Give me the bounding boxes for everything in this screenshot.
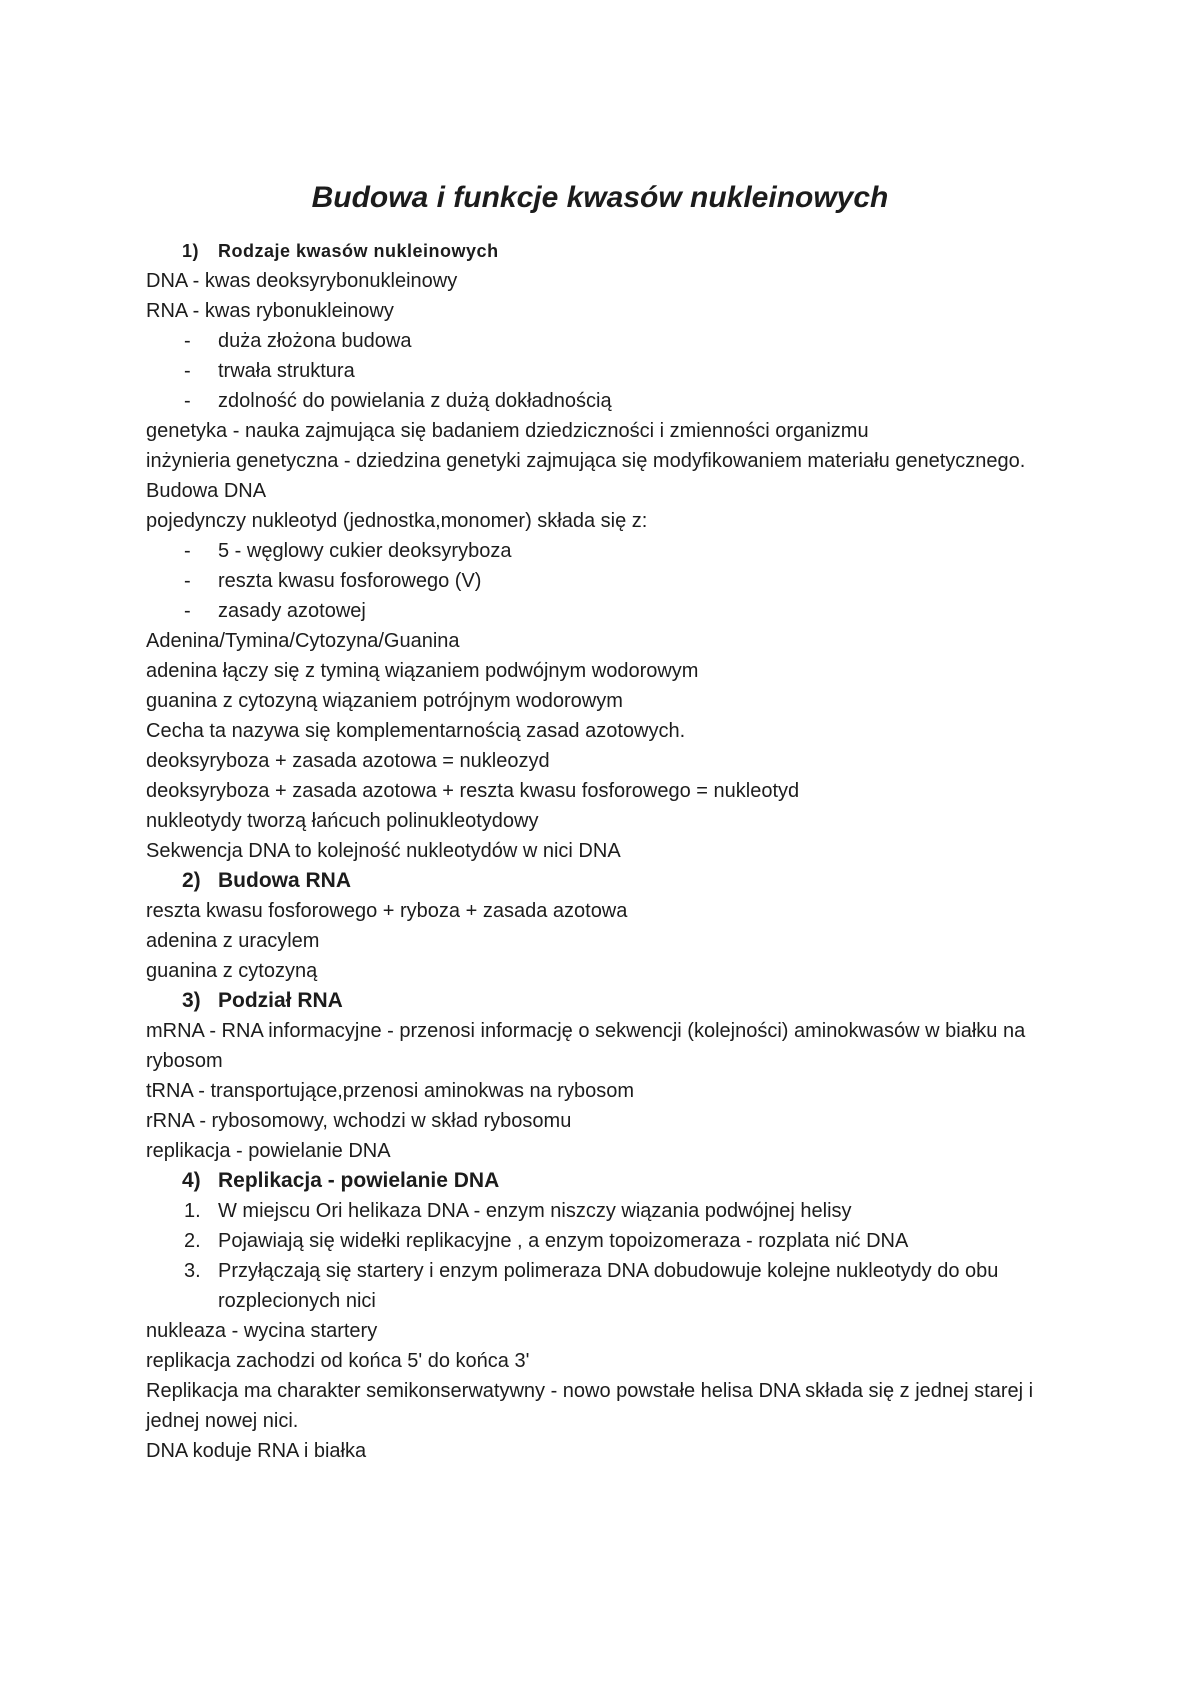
ordered-text: Pojawiają się widełki replikacyjne , a enzym topoizomeraza - rozplata nić DNA (218, 1230, 909, 1252)
bullet-text: zdolność do powielania z dużą dokładnością (218, 390, 612, 412)
bullet-text: trwała struktura (218, 360, 355, 382)
text-line: replikacja zachodzi od końca 5' do końca 3' (146, 1350, 530, 1372)
bullet-item (146, 356, 1066, 386)
ordered-item (146, 1196, 1066, 1226)
text-line: DNA - kwas deoksyrybonukleinowy (146, 270, 458, 292)
bullet-item (146, 596, 1066, 626)
text-line: deoksyryboza + zasada azotowa = nukleozyd (146, 750, 550, 772)
text-line: pojedynczy nukleotyd (jednostka,monomer) składa się z: (146, 510, 648, 532)
section-number: 2) (182, 869, 201, 892)
bullet-item (146, 536, 1066, 566)
section-heading-2 (146, 866, 1066, 896)
section-number: 3) (182, 989, 201, 1012)
section-heading-1 (146, 236, 1066, 266)
section-heading-3 (146, 986, 1066, 1016)
ordered-text: Przyłączają się startery i enzym polimeraza DNA dobudowuje kolejne nukleotydy do obu rozplecionych nici (218, 1260, 999, 1312)
bullet-dash: - (184, 390, 191, 412)
text-line: reszta kwasu fosforowego + ryboza + zasada azotowa (146, 900, 628, 922)
text-line: Budowa DNA (146, 480, 267, 502)
bullet-dash: - (184, 540, 191, 562)
bullet-text: 5 - węglowy cukier deoksyryboza (218, 540, 512, 562)
text-line: nukleotydy tworzą łańcuch polinukleotydowy (146, 810, 539, 832)
section-heading-4 (146, 1166, 1066, 1196)
text-line: nukleaza - wycina startery (146, 1320, 378, 1342)
text-line: rRNA - rybosomowy, wchodzi w skład rybosomu (146, 1110, 572, 1132)
text-line: guanina z cytozyną (146, 960, 318, 982)
text-line: tRNA - transportujące,przenosi aminokwas na rybosom (146, 1080, 634, 1102)
text-line: Cecha ta nazywa się komplementarnością zasad azotowych. (146, 720, 686, 742)
bullet-dash: - (184, 330, 191, 352)
section-heading-text: Budowa RNA (218, 869, 351, 892)
text-line: genetyka - nauka zajmująca się badaniem dziedziczności i zmienności organizmu (146, 420, 869, 442)
document-title: Budowa i funkcje kwasów nukleinowych (311, 181, 889, 214)
text-line: inżynieria genetyczna - dziedzina genetyki zajmująca się modyfikowaniem materiału genetycznego. (146, 450, 1026, 472)
ordered-text: W miejscu Ori helikaza DNA - enzym niszczy wiązania podwójnej helisy (218, 1200, 852, 1222)
section-heading-text: Podział RNA (218, 989, 343, 1012)
bullet-dash: - (184, 600, 191, 622)
bullet-text: zasady azotowej (218, 600, 366, 622)
bullet-dash: - (184, 360, 191, 382)
text-line: adenina z uracylem (146, 930, 320, 952)
section-number: 4) (182, 1169, 201, 1192)
text-line: deoksyryboza + zasada azotowa + reszta kwasu fosforowego = nukleotyd (146, 780, 800, 802)
ordered-number: 3. (184, 1260, 201, 1282)
text-line: RNA - kwas rybonukleinowy (146, 300, 394, 322)
bullet-item (146, 326, 1066, 356)
bullet-text: reszta kwasu fosforowego (V) (218, 570, 482, 592)
section-number: 1) (182, 241, 200, 261)
bullet-text: duża złożona budowa (218, 330, 412, 352)
text-line: adenina łączy się z tyminą wiązaniem podwójnym wodorowym (146, 660, 699, 682)
text-line: Adenina/Tymina/Cytozyna/Guanina (146, 630, 460, 652)
bullet-item (146, 386, 1066, 416)
text-line: DNA koduje RNA i białka (146, 1440, 367, 1462)
ordered-number: 1. (184, 1200, 201, 1222)
text-line: Sekwencja DNA to kolejność nukleotydów w nici DNA (146, 840, 621, 862)
text-line: guanina z cytozyną wiązaniem potrójnym wodorowym (146, 690, 623, 712)
bullet-item (146, 566, 1066, 596)
ordered-item (146, 1226, 1066, 1256)
text-line: Replikacja ma charakter semikonserwatywny - nowo powstałe helisa DNA składa się z jednej starej i jednej nowej nici. (146, 1380, 1034, 1432)
document-body (146, 236, 1066, 1466)
section-heading-text: Rodzaje kwasów nukleinowych (218, 241, 499, 261)
ordered-item (146, 1256, 1066, 1316)
section-heading-text: Replikacja - powielanie DNA (218, 1169, 500, 1192)
text-line: mRNA - RNA informacyjne - przenosi informację o sekwencji (kolejności) aminokwasów w białku na rybosom (146, 1020, 1026, 1072)
bullet-dash: - (184, 570, 191, 592)
text-line: replikacja - powielanie DNA (146, 1140, 391, 1162)
ordered-number: 2. (184, 1230, 201, 1252)
